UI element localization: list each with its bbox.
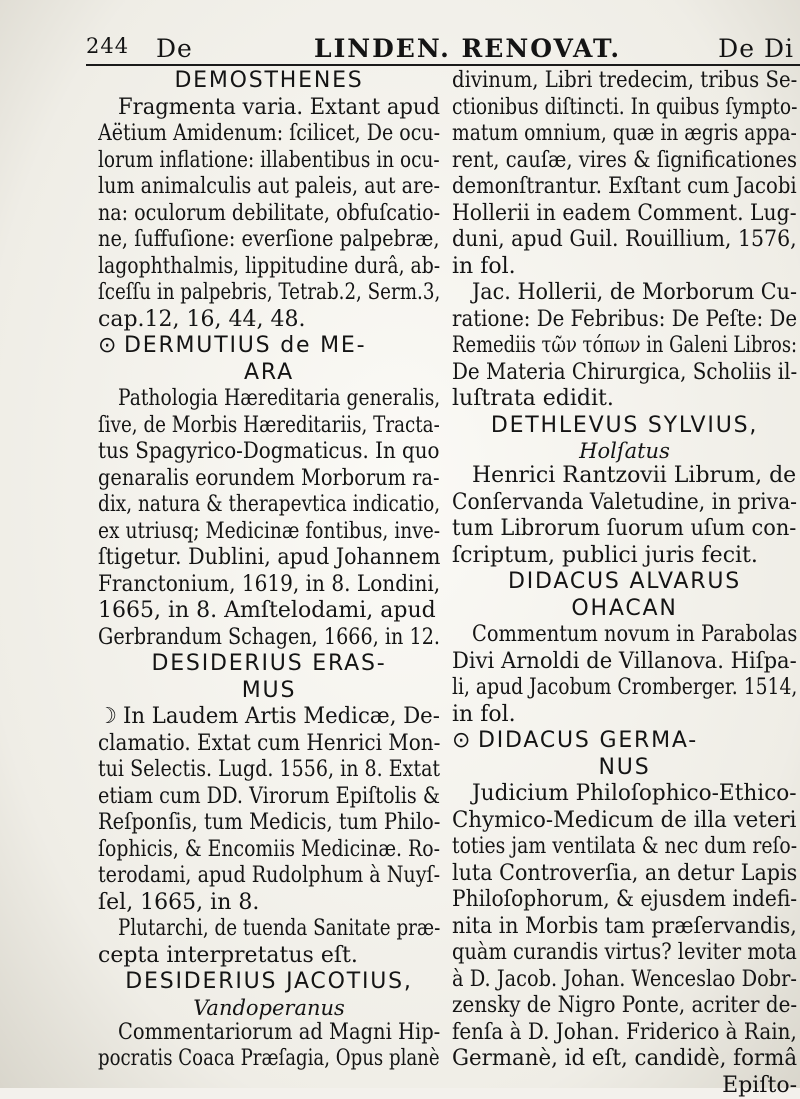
text-line [452, 490, 797, 517]
line-text: ne, ſuffuſione: everſione palpebræ, [98, 227, 440, 252]
line-text: ſceſſu in palpebris, Tetrab.2, Serm.3, [98, 280, 440, 305]
text-line [98, 572, 440, 599]
text-line [98, 519, 440, 546]
text-line [452, 148, 797, 175]
text-line [98, 148, 440, 175]
text-line [98, 784, 440, 811]
line-text: nita in Morbis tam præſervandis, [452, 914, 797, 939]
line-text: Franctonium, 1619, in 8. Londini, [98, 572, 440, 597]
running-head-title: LINDEN. RENOVAT. [314, 34, 621, 63]
line-text: OHACAN [571, 596, 677, 621]
text-line [452, 940, 797, 967]
line-text: zensky de Nigro Ponte, acriter de- [452, 993, 797, 1018]
text-line [98, 386, 440, 413]
entry-symbol: ☽ [98, 704, 123, 731]
text-line [452, 95, 797, 122]
line-text: pocratis Coaca Præſagia, Opus planè [98, 1046, 440, 1071]
line-text: fenſa à D. Johan. Friderico à Rain, [452, 1020, 797, 1045]
line-text: DEMOSTHENES [174, 68, 363, 93]
line-text: Henrici Rantzovii Librum, de [472, 463, 796, 488]
text-line [98, 598, 440, 625]
text-line [452, 808, 797, 835]
line-text: clamatio. Extat cum Henrici Mon- [98, 731, 440, 756]
line-text: tus Spagyrico-Dogmaticus. In quo [98, 439, 439, 464]
line-text: DIDACUS GERMA- [478, 728, 698, 753]
text-line [452, 1073, 797, 1099]
text-line [452, 1046, 797, 1073]
line-text: NUS [599, 755, 651, 780]
entry-heading [452, 413, 797, 440]
line-text: 1665, in 8. Amſtelodami, apud [98, 598, 436, 623]
entry-heading [98, 678, 440, 705]
line-text: Fragmenta varia. Extant apud [118, 95, 440, 120]
text-line [452, 702, 797, 729]
text-line [98, 704, 440, 731]
line-text: li, apud Jacobum Cromberger. 1514, [452, 675, 797, 700]
entry-heading [452, 728, 797, 755]
line-text: duni, apud Guil. Rouillium, 1576, [452, 227, 797, 252]
line-text: ſive, de Morbis Hæreditariis, Tracta- [98, 413, 440, 438]
line-text: Pathologia Hæreditaria generalis, [118, 386, 440, 411]
text-line [98, 254, 440, 281]
text-line [98, 1046, 440, 1073]
entry-subheading [98, 996, 440, 1020]
line-text: demonſtrantur. Exſtant cum Jacobi [452, 174, 797, 199]
text-line [98, 95, 440, 122]
right-column [452, 68, 797, 1099]
text-line [98, 174, 440, 201]
line-text: luſtrata edidit. [452, 386, 614, 411]
line-text: cap.12, 16, 44, 48. [98, 307, 305, 332]
line-text: lorum inflatione: illabentibus in ocu- [98, 148, 440, 173]
text-line [452, 834, 797, 861]
text-line [452, 333, 797, 360]
text-line [452, 1020, 797, 1047]
text-line [452, 121, 797, 148]
line-text: ex utriusq; Medicinæ fontibus, inve- [98, 519, 440, 544]
line-text: etiam cum DD. Virorum Epiſtolis & [98, 784, 440, 809]
line-text: DESIDERIUS ERAS- [151, 651, 386, 676]
line-text: ctionibus diſtincti. In quibus ſympto- [452, 95, 797, 120]
line-text: tum Librorum ſuorum uſum con- [452, 516, 796, 541]
text-line [98, 201, 440, 228]
text-line [98, 863, 440, 890]
text-line [98, 227, 440, 254]
line-text: lum animalculis aut paleis, aut are- [98, 174, 440, 199]
line-text: Reſponſis, tum Medicis, tum Philo- [98, 810, 440, 835]
line-text: Divi Arnoldi de Villanova. Hiſpa- [452, 649, 797, 674]
line-text: DETHLEVUS SYLVIUS, [491, 413, 758, 438]
line-text: Epiſto- [722, 1073, 797, 1098]
entry-subheading [452, 439, 797, 463]
text-line [98, 280, 440, 307]
line-text: Judicium Philoſophico-Ethico- [472, 781, 797, 806]
text-line [452, 280, 797, 307]
text-line [452, 227, 797, 254]
left-column [98, 68, 440, 1073]
text-line [452, 360, 797, 387]
line-text: in fol. [452, 254, 516, 279]
line-text: matum omnium, quæ in ægris appa- [452, 121, 797, 146]
line-text: Commentum novum in Parabolas [472, 622, 797, 647]
text-line [452, 914, 797, 941]
text-line [98, 916, 440, 943]
line-text: ſophicis, & Encomiis Medicinæ. Ro- [98, 837, 440, 862]
line-text: DESIDERIUS JACOTIUS, [125, 969, 412, 994]
text-line [98, 943, 440, 970]
line-text: rent, cauſæ, vires & ſignificationes [452, 148, 797, 173]
line-text: De Materia Chirurgica, Scholiis il- [452, 360, 797, 385]
line-text: ratione: De Febribus: De Peſte: De [452, 307, 797, 332]
text-line [452, 622, 797, 649]
text-line [98, 466, 440, 493]
text-line [452, 516, 797, 543]
text-line [452, 201, 797, 228]
text-line [98, 757, 440, 784]
text-line [452, 993, 797, 1020]
running-head-left: De [156, 34, 193, 63]
header-rule [86, 64, 800, 66]
line-text: Germanè, id eſt, candidè, formâ [452, 1046, 797, 1071]
text-line [452, 463, 797, 490]
text-line [98, 307, 440, 334]
line-text: Hollerii in eadem Comment. Lug- [452, 201, 797, 226]
line-text: Vandoperanus [193, 996, 345, 1020]
line-text: Conſervanda Valetudine, in priva- [452, 490, 797, 515]
line-text: toties jam ventilata & nec dum reſo- [452, 834, 797, 859]
line-text: tui Selectis. Lugd. 1556, in 8. Extat [98, 757, 440, 782]
entry-heading [452, 569, 797, 596]
text-line [452, 887, 797, 914]
entry-symbol: ⊙ [98, 333, 124, 360]
entry-heading [98, 651, 440, 678]
text-line [98, 1020, 440, 1047]
line-text: In Laudem Artis Medicæ, De- [123, 704, 440, 729]
text-line [452, 649, 797, 676]
line-text: Jac. Hollerii, de Morborum Cu- [472, 280, 797, 305]
text-line [452, 174, 797, 201]
text-line [98, 545, 440, 572]
line-text: lagophthalmis, lippitudine durâ, ab- [98, 254, 440, 279]
text-line [98, 731, 440, 758]
text-line [98, 439, 440, 466]
text-line [452, 307, 797, 334]
line-text: cepta interpretatus eſt. [98, 943, 358, 968]
line-text: Holſatus [579, 439, 670, 463]
line-text: ARA [244, 360, 294, 385]
text-line [98, 492, 440, 519]
line-text: DERMUTIUS de ME- [124, 333, 366, 358]
text-line [98, 810, 440, 837]
line-text: ſcriptum, publici juris fecit. [452, 543, 758, 568]
entry-heading [98, 969, 440, 996]
entry-heading [452, 755, 797, 782]
text-line [98, 890, 440, 917]
line-text: Chymico-Medicum de illa veteri [452, 808, 796, 833]
text-line [452, 543, 797, 570]
entry-heading [98, 68, 440, 95]
text-line [98, 413, 440, 440]
text-line [452, 861, 797, 888]
line-text: genaralis eorundem Morborum ra- [98, 466, 440, 491]
line-text: ſtigetur. Dublini, apud Johannem [98, 545, 440, 570]
text-line [98, 121, 440, 148]
running-head-catchword: De Di [718, 34, 794, 63]
text-line [452, 967, 797, 994]
page-number: 244 [86, 34, 129, 58]
line-text: DIDACUS ALVARUS [508, 569, 741, 594]
line-text: luta Controverſia, an detur Lapis [452, 861, 797, 886]
running-head [86, 28, 800, 68]
line-text: MUS [242, 678, 296, 703]
entry-heading [98, 360, 440, 387]
text-line [98, 625, 440, 652]
text-line [98, 837, 440, 864]
line-text: Remediis τῶν τόπων in Galeni Libros: [452, 333, 797, 358]
line-text: Commentariorum ad Magni Hip- [118, 1020, 440, 1045]
text-line [452, 781, 797, 808]
line-text: divinum, Libri tredecim, tribus Se- [452, 68, 797, 93]
text-line [452, 68, 797, 95]
entry-symbol: ⊙ [452, 728, 478, 755]
text-line [452, 254, 797, 281]
line-text: Philoſophorum, & ejusdem indefi- [452, 887, 797, 912]
line-text: na: oculorum debilitate, obfuſcatio- [98, 201, 440, 226]
entry-heading [98, 333, 440, 360]
line-text: terodami, apud Rudolphum à Nuyſ- [98, 863, 440, 888]
text-line [452, 386, 797, 413]
line-text: Gerbrandum Schagen, 1666, in 12. [98, 625, 440, 650]
line-text: ſel, 1665, in 8. [98, 890, 259, 915]
line-text: à D. Jacob. Johan. Wenceslao Dobr- [452, 967, 797, 992]
line-text: Plutarchi, de tuenda Sanitate præ- [118, 916, 440, 941]
line-text: quàm curandis virtus? leviter mota [452, 940, 797, 965]
line-text: Aëtium Amidenum: ſcilicet, De ocu- [98, 121, 440, 146]
line-text: dix, natura & therapevtica indicatio, [98, 492, 440, 517]
text-line [452, 675, 797, 702]
line-text: in fol. [452, 702, 516, 727]
entry-heading [452, 596, 797, 623]
